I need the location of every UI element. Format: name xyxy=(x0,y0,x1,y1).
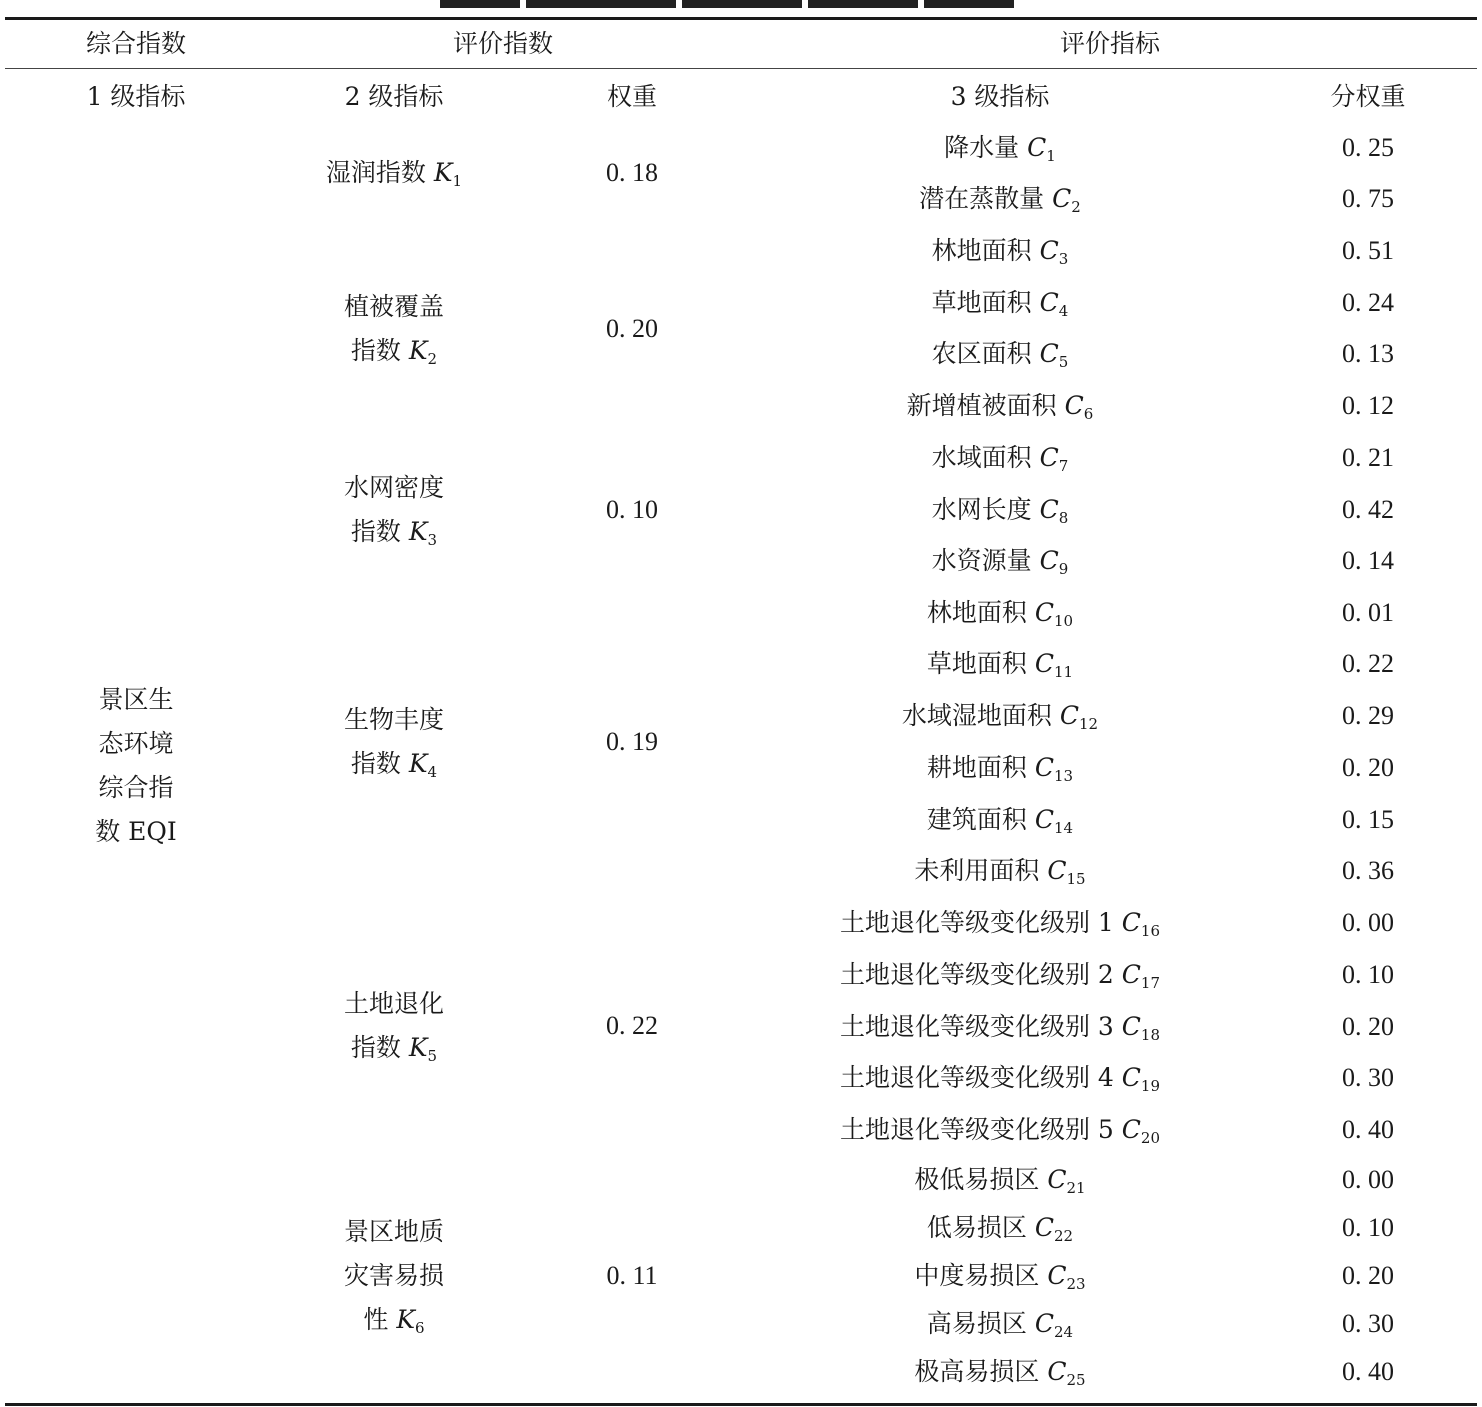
level3-text: 新增植被面积 xyxy=(906,391,1057,420)
symbol-subscript: 19 xyxy=(1140,1077,1161,1095)
symbol xyxy=(408,517,438,549)
level2-text: 灾害易损 xyxy=(343,1261,445,1290)
subheader-level1: 1 级指标 xyxy=(86,82,186,111)
level3-indicator xyxy=(932,443,1069,473)
level3-subweight: 0. 40 xyxy=(1342,1115,1394,1144)
level2-line xyxy=(344,329,444,373)
level3-subweight: 0. 22 xyxy=(1342,649,1394,678)
symbol-letter: C xyxy=(1039,288,1059,317)
symbol-letter: C xyxy=(1064,391,1084,420)
symbol-letter: C xyxy=(1039,443,1059,472)
level3-indicator xyxy=(927,1213,1073,1243)
level1-line: 态环境 xyxy=(98,729,174,758)
symbol-subscript: 25 xyxy=(1066,1371,1086,1389)
symbol xyxy=(1039,339,1069,371)
level3-text: 林地面积 xyxy=(926,598,1027,627)
level2-line xyxy=(344,1210,444,1254)
symbol xyxy=(1121,908,1161,940)
symbol-subscript: 17 xyxy=(1140,974,1161,992)
symbol-letter: C xyxy=(1121,1012,1141,1041)
level3-subweight: 0. 10 xyxy=(1342,960,1394,989)
symbol-subscript: 4 xyxy=(427,763,438,781)
level3-subweight: 0. 30 xyxy=(1342,1309,1394,1338)
level3-text: 水网长度 xyxy=(931,495,1032,524)
level3-subweight: 0. 20 xyxy=(1342,753,1394,782)
level3-indicator xyxy=(932,495,1069,525)
level2-indicator xyxy=(344,698,444,786)
symbol xyxy=(396,1305,425,1337)
level2-text: 指数 xyxy=(350,1033,401,1062)
level3-text: 草地面积 xyxy=(931,288,1032,317)
level2-text: 湿润指数 xyxy=(325,158,426,187)
level2-text: 指数 xyxy=(350,336,401,365)
level3-subweight: 0. 12 xyxy=(1342,391,1394,420)
symbol xyxy=(1039,546,1069,578)
symbol-subscript: 16 xyxy=(1140,922,1161,940)
symbol xyxy=(1064,391,1094,423)
symbol-subscript: 5 xyxy=(427,1047,438,1065)
symbol xyxy=(1121,960,1161,992)
level3-indicator xyxy=(919,184,1081,214)
table-bottom-rule xyxy=(5,1403,1477,1406)
level2-weight: 0. 20 xyxy=(606,314,658,343)
level3-text: 建筑面积 xyxy=(926,805,1027,834)
symbol-letter: C xyxy=(1034,1309,1055,1338)
level3-indicator xyxy=(927,1309,1073,1339)
level1-line: 综合指 xyxy=(98,773,174,802)
level2-line xyxy=(344,1254,444,1298)
symbol-letter: C xyxy=(1027,133,1047,162)
symbol-letter: C xyxy=(1034,598,1055,627)
symbol xyxy=(1059,701,1099,733)
level3-indicator xyxy=(927,649,1073,679)
symbol-letter: K xyxy=(408,749,428,778)
level3-indicator xyxy=(914,1261,1085,1291)
symbol-subscript: 7 xyxy=(1058,457,1069,475)
symbol-letter: C xyxy=(1034,649,1055,678)
level3-indicator xyxy=(927,598,1073,628)
level3-text: 水域湿地面积 xyxy=(901,701,1052,730)
symbol-subscript: 13 xyxy=(1054,767,1074,785)
level3-text: 农区面积 xyxy=(931,339,1032,368)
symbol-letter: K xyxy=(408,517,428,546)
symbol xyxy=(1034,753,1074,785)
level3-subweight: 0. 10 xyxy=(1342,1213,1394,1242)
symbol-subscript: 11 xyxy=(1054,663,1074,681)
level3-subweight: 0. 25 xyxy=(1342,133,1394,162)
level2-weight: 0. 18 xyxy=(606,158,658,187)
level2-text: 土地退化 xyxy=(343,989,445,1018)
level3-text: 低易损区 xyxy=(926,1213,1027,1242)
symbol xyxy=(1047,1261,1086,1293)
symbol-subscript: 18 xyxy=(1140,1026,1161,1044)
symbol-subscript: 3 xyxy=(1058,250,1069,268)
symbol-subscript: 6 xyxy=(1083,405,1094,423)
level3-subweight: 0. 20 xyxy=(1342,1261,1394,1290)
level3-subweight: 0. 01 xyxy=(1342,598,1394,627)
level3-subweight: 0. 30 xyxy=(1342,1063,1394,1092)
level2-text: 性 xyxy=(363,1305,389,1334)
subheader-subweight: 分权重 xyxy=(1330,82,1406,111)
symbol-letter: C xyxy=(1047,1357,1067,1386)
symbol-letter: K xyxy=(408,336,428,365)
level3-subweight: 0. 24 xyxy=(1342,288,1394,317)
symbol-subscript: 20 xyxy=(1140,1129,1161,1147)
symbol-letter: C xyxy=(1052,184,1072,213)
level3-text: 耕地面积 xyxy=(926,753,1027,782)
level3-text: 土地退化等级变化级别 4 xyxy=(839,1063,1114,1092)
level2-indicator xyxy=(344,466,444,554)
symbol-letter: C xyxy=(1039,495,1059,524)
level2-text: 指数 xyxy=(350,749,401,778)
symbol-subscript: 21 xyxy=(1066,1179,1086,1197)
level1-indicator xyxy=(95,678,177,854)
level3-indicator xyxy=(932,339,1069,369)
level3-indicator xyxy=(914,856,1085,886)
level3-subweight: 0. 40 xyxy=(1342,1357,1394,1386)
level2-line xyxy=(344,285,444,329)
level3-indicator xyxy=(902,701,1098,731)
level2-text: 水网密度 xyxy=(343,473,445,502)
level3-text: 降水量 xyxy=(944,133,1020,162)
level2-line xyxy=(344,466,444,510)
symbol-letter: C xyxy=(1121,1063,1141,1092)
symbol-subscript: 2 xyxy=(1071,198,1081,216)
symbol-letter: C xyxy=(1047,1261,1067,1290)
level2-indicator xyxy=(344,982,444,1070)
symbol-subscript: 24 xyxy=(1054,1323,1074,1341)
symbol-subscript: 15 xyxy=(1066,870,1086,888)
symbol xyxy=(1047,1165,1086,1197)
header-evaluation-index: 评价指数 xyxy=(452,29,554,58)
level3-indicator xyxy=(932,546,1069,576)
symbol-letter: C xyxy=(1121,1115,1141,1144)
level3-text: 土地退化等级变化级别 5 xyxy=(839,1115,1114,1144)
symbol-letter: C xyxy=(1039,546,1059,575)
symbol xyxy=(1034,805,1074,837)
level3-subweight: 0. 14 xyxy=(1342,546,1394,575)
table-header-rule xyxy=(5,68,1477,69)
table-top-rule xyxy=(5,17,1477,20)
level2-line xyxy=(344,982,444,1026)
level2-line xyxy=(326,151,462,195)
level3-indicator xyxy=(927,805,1073,835)
symbol-subscript: 6 xyxy=(415,1319,425,1337)
level3-indicator xyxy=(840,1063,1160,1093)
symbol-subscript: 12 xyxy=(1079,715,1099,733)
level2-text: 植被覆盖 xyxy=(343,292,445,321)
symbol xyxy=(1047,856,1086,888)
level3-text: 极高易损区 xyxy=(914,1357,1040,1386)
level2-indicator xyxy=(344,1210,444,1342)
symbol xyxy=(1034,1213,1074,1245)
level3-text: 水域面积 xyxy=(931,443,1032,472)
level3-text: 未利用面积 xyxy=(914,856,1040,885)
subheader-level3: 3 级指标 xyxy=(950,82,1050,111)
symbol-subscript: 10 xyxy=(1054,612,1074,630)
symbol xyxy=(1039,288,1069,320)
symbol xyxy=(408,749,438,781)
level2-text: 景区地质 xyxy=(343,1217,445,1246)
symbol-subscript: 9 xyxy=(1058,560,1069,578)
symbol-letter: K xyxy=(433,158,453,187)
level3-text: 土地退化等级变化级别 2 xyxy=(839,960,1114,989)
level3-indicator xyxy=(932,236,1069,266)
symbol xyxy=(433,158,463,190)
level2-weight: 0. 10 xyxy=(606,495,658,524)
level2-line xyxy=(344,1026,444,1070)
level3-subweight: 0. 75 xyxy=(1342,184,1394,213)
level3-indicator xyxy=(840,1115,1160,1145)
subheader-weight: 权重 xyxy=(606,82,658,111)
level3-indicator xyxy=(840,1012,1160,1042)
symbol xyxy=(1052,184,1081,216)
symbol-subscript: 22 xyxy=(1054,1227,1074,1245)
symbol-letter: C xyxy=(1039,339,1059,368)
level2-text: 生物丰度 xyxy=(343,705,445,734)
level3-text: 草地面积 xyxy=(926,649,1027,678)
symbol xyxy=(1121,1115,1161,1147)
level3-subweight: 0. 00 xyxy=(1342,908,1394,937)
symbol-letter: C xyxy=(1059,701,1080,730)
symbol-subscript: 1 xyxy=(1046,147,1056,165)
symbol xyxy=(1047,1357,1086,1389)
symbol-subscript: 5 xyxy=(1058,353,1069,371)
level3-indicator xyxy=(914,1357,1085,1387)
symbol xyxy=(408,336,438,368)
level2-text: 指数 xyxy=(350,517,401,546)
symbol xyxy=(1121,1012,1161,1044)
symbol-subscript: 4 xyxy=(1058,302,1069,320)
level2-line xyxy=(344,1298,444,1342)
level3-subweight: 0. 42 xyxy=(1342,495,1394,524)
level3-subweight: 0. 36 xyxy=(1342,856,1394,885)
level3-text: 水资源量 xyxy=(931,546,1032,575)
symbol-subscript: 8 xyxy=(1058,509,1069,527)
symbol-letter: C xyxy=(1121,960,1141,989)
level3-text: 林地面积 xyxy=(931,236,1032,265)
symbol-letter: C xyxy=(1034,805,1055,834)
symbol xyxy=(1027,133,1056,165)
subheader-level2: 2 级指标 xyxy=(344,82,444,111)
level3-subweight: 0. 51 xyxy=(1342,236,1394,265)
symbol xyxy=(1039,236,1069,268)
level3-text: 潜在蒸散量 xyxy=(919,184,1045,213)
symbol-letter: C xyxy=(1047,1165,1067,1194)
level2-indicator xyxy=(344,285,444,373)
level3-indicator xyxy=(927,753,1073,783)
symbol xyxy=(1121,1063,1161,1095)
level1-line: 景区生 xyxy=(98,685,174,714)
level3-text: 土地退化等级变化级别 3 xyxy=(839,1012,1114,1041)
level3-subweight: 0. 21 xyxy=(1342,443,1394,472)
symbol-subscript: 23 xyxy=(1066,1275,1086,1293)
caption-fragment xyxy=(440,0,1040,8)
level3-subweight: 0. 13 xyxy=(1342,339,1394,368)
header-composite-index: 综合指数 xyxy=(85,29,187,58)
symbol xyxy=(1034,649,1074,681)
level3-text: 中度易损区 xyxy=(914,1261,1040,1290)
level2-line xyxy=(344,742,444,786)
level3-indicator xyxy=(944,133,1056,163)
symbol xyxy=(408,1033,438,1065)
symbol-letter: K xyxy=(396,1305,416,1334)
symbol-subscript: 3 xyxy=(427,531,438,549)
symbol-letter: C xyxy=(1034,1213,1055,1242)
level3-indicator xyxy=(840,960,1160,990)
symbol xyxy=(1034,1309,1074,1341)
symbol-letter: C xyxy=(1034,753,1055,782)
level3-subweight: 0. 15 xyxy=(1342,805,1394,834)
header-evaluation-indicator: 评价指标 xyxy=(1059,29,1161,58)
level3-subweight: 0. 20 xyxy=(1342,1012,1394,1041)
level3-text: 极低易损区 xyxy=(914,1165,1040,1194)
level2-line xyxy=(344,510,444,554)
level3-text: 高易损区 xyxy=(926,1309,1027,1338)
symbol xyxy=(1039,495,1069,527)
symbol-letter: C xyxy=(1121,908,1141,937)
symbol-subscript: 1 xyxy=(452,172,463,190)
symbol xyxy=(1039,443,1069,475)
symbol xyxy=(1034,598,1074,630)
symbol-letter: K xyxy=(408,1033,428,1062)
level3-indicator xyxy=(932,288,1069,318)
level3-indicator xyxy=(914,1165,1085,1195)
level2-weight: 0. 19 xyxy=(606,727,658,756)
level3-indicator xyxy=(907,391,1094,421)
level1-line: 数 EQI xyxy=(95,817,177,846)
symbol-letter: C xyxy=(1047,856,1067,885)
level2-weight: 0. 22 xyxy=(606,1011,658,1040)
level3-subweight: 0. 29 xyxy=(1342,701,1394,730)
level2-indicator xyxy=(326,151,462,195)
symbol-subscript: 14 xyxy=(1054,819,1074,837)
symbol-subscript: 2 xyxy=(427,350,438,368)
level2-line xyxy=(344,698,444,742)
symbol-letter: C xyxy=(1039,236,1059,265)
level3-text: 土地退化等级变化级别 1 xyxy=(839,908,1114,937)
level2-weight: 0. 11 xyxy=(606,1261,658,1290)
level3-indicator xyxy=(840,908,1160,938)
level3-subweight: 0. 00 xyxy=(1342,1165,1394,1194)
